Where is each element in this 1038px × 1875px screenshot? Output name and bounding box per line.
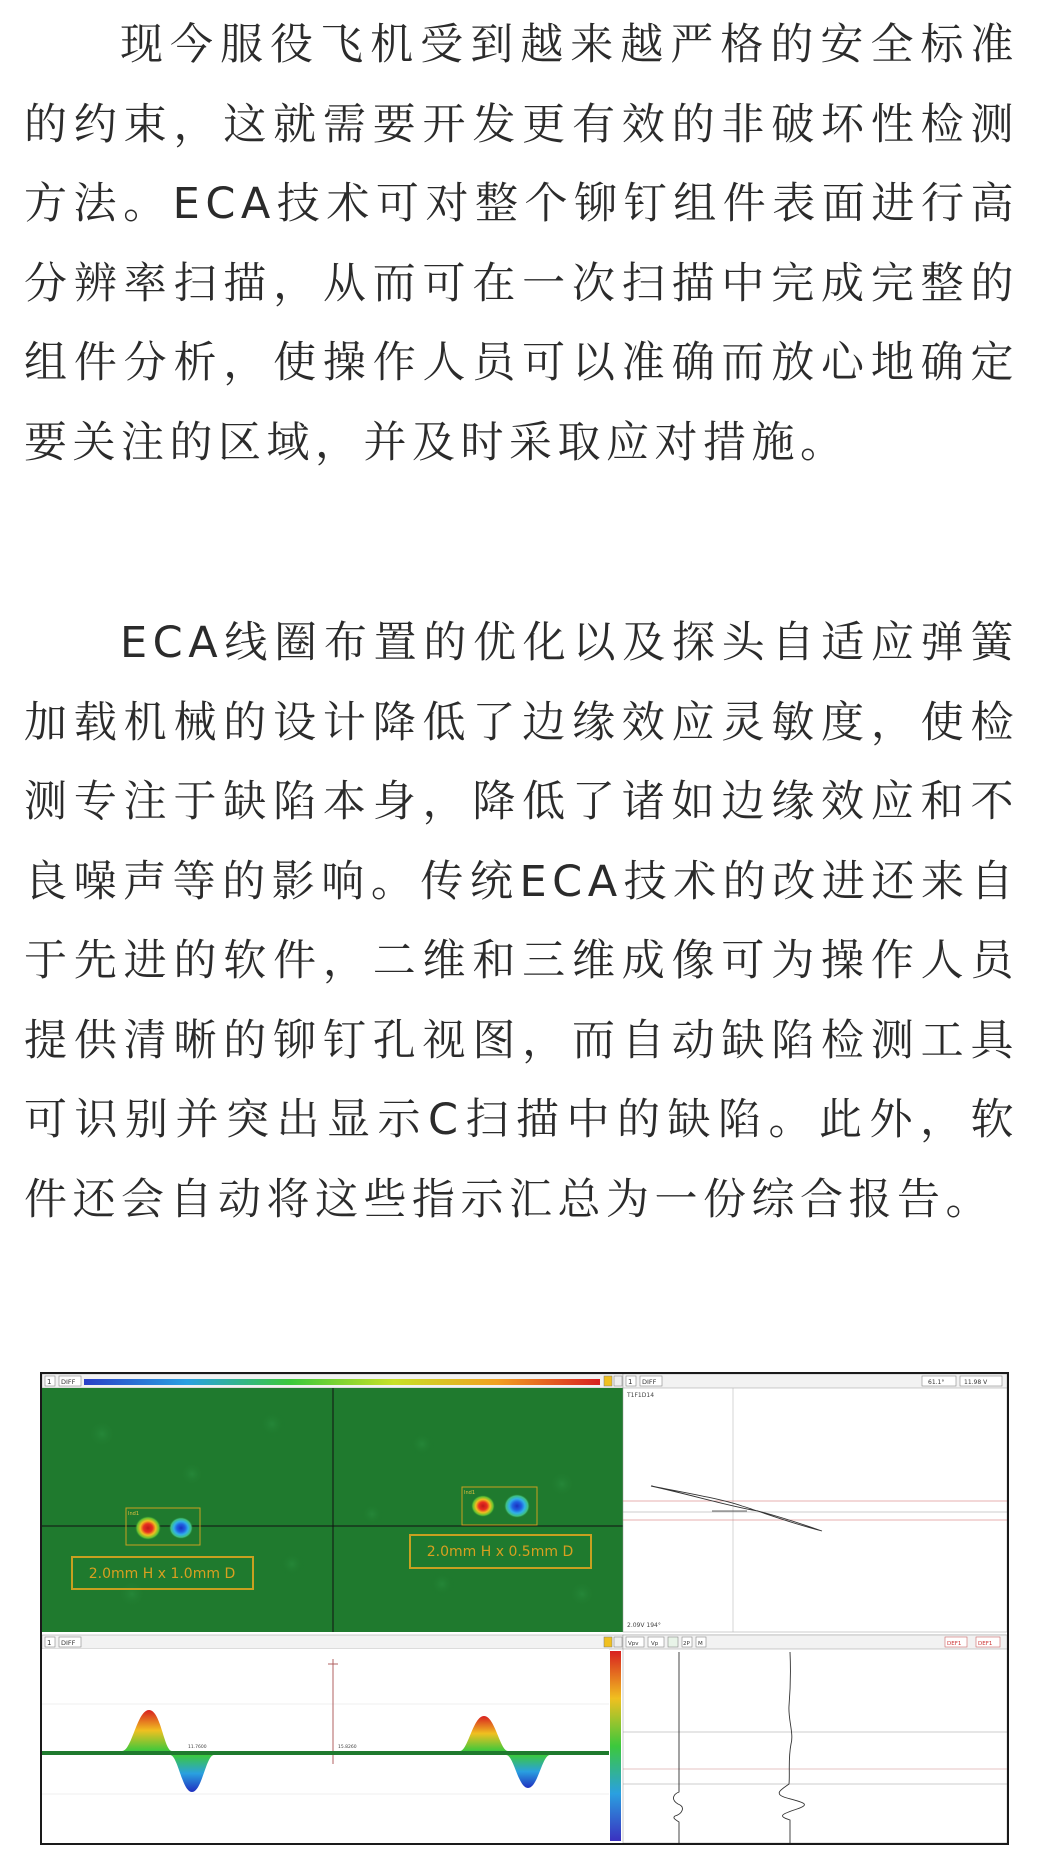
cscan-pin-icon[interactable] [604,1376,612,1386]
defect-left-negative-lobe [169,1517,193,1539]
waveform-settings-icon[interactable] [614,1637,622,1647]
strip-panel [623,1635,1007,1843]
waveform-baseline [42,1751,609,1755]
waveform-marker-a: 11.7600 [188,1745,207,1750]
waveform-panel [42,1635,623,1843]
lissajous-bottom-readout: 2.09V 194° [627,1622,661,1629]
waveform-pin-icon[interactable] [604,1637,612,1647]
waveform-vertical-scale [610,1651,621,1841]
eca-software-screenshot [40,1372,1009,1845]
defect-left-tag: Ind1 [128,1511,139,1517]
lissajous-readout-b: 11.98 V [964,1379,988,1386]
strip-tab-c-label: 2P [683,1641,690,1647]
cscan-mode: DIFF [61,1378,76,1386]
defect-left-label: 2.0mm H x 1.0mm D [88,1566,236,1582]
strip-tab-b-label: Vp [651,1641,659,1647]
cscan-panel [42,1374,623,1632]
cscan-channel-num: 1 [47,1378,52,1386]
paragraph-1: 现今服役飞机受到越来越严格的安全标准的约束，这就需要开发更有效的非破坏性检测方法。ECA技术可对整个铆钉组件表面进行高分辨率扫描，从而可在一次扫描中完成完整的组件分析，使操作人员可以准确而放心地确定要关注的区域，并及时采取应对措施。 [24,20,1019,468]
defect-left-positive-lobe [135,1516,161,1540]
lissajous-channel-name: T1F1D14 [627,1392,655,1399]
defect-right-label: 2.0mm H x 0.5mm D [426,1544,574,1560]
defect-right-positive-lobe [471,1495,495,1517]
lissajous-readout-a: 61.1° [928,1379,945,1386]
lissajous-panel [623,1374,1007,1632]
waveform-plot [42,1649,609,1843]
waveform-marker-b: 15.8260 [338,1745,357,1750]
defect-right-tag: Ind1 [464,1490,475,1496]
paragraph-2: ECA线圈布置的优化以及探头自适应弹簧加载机械的设计降低了边缘效应灵敏度，使检测专注于缺陷本身，降低了诸如边缘效应和不良噪声等的影响。传统ECA技术的改进还来自于先进的软件，二维和三维成像可为操作人员提供清晰的铆钉孔视图，而自动缺陷检测工具可识别并突出显示C扫描中的缺陷。此外，软件还会自动将这些指示汇总为一份综合报告。 [24,618,1019,1225]
strip-tab-d-label: M [698,1641,703,1647]
strip-tab-a-label: Vpv [628,1641,639,1647]
strip-label-right: DEF1 [978,1641,993,1647]
defect-right-negative-lobe [504,1494,530,1518]
strip-refresh-icon[interactable] [668,1637,678,1647]
lissajous-channel-num: 1 [628,1378,633,1386]
cscan-color-scale [84,1379,600,1385]
cscan-settings-icon[interactable] [614,1376,622,1386]
strip-label-left: DEF1 [947,1641,962,1647]
lissajous-mode: DIFF [642,1378,657,1386]
waveform-channel-num: 1 [47,1639,52,1647]
waveform-mode: DIFF [61,1639,76,1647]
